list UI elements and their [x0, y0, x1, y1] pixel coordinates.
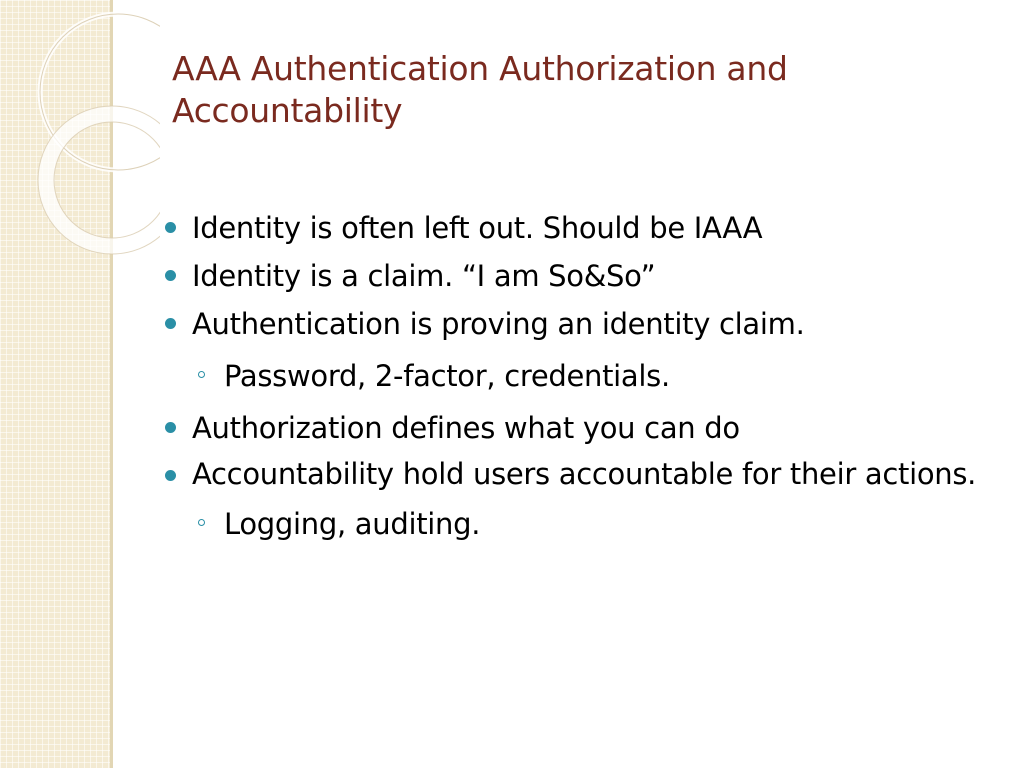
sub-bullet-text: Logging, auditing. — [224, 507, 481, 541]
bullet-list — [162, 204, 982, 552]
filled-circle-bullet-icon — [165, 470, 176, 481]
bullet-item — [162, 252, 982, 300]
bullet-item — [162, 204, 982, 252]
sub-bullet-text: Password, 2-factor, credentials. — [224, 359, 670, 393]
filled-circle-bullet-icon — [165, 318, 176, 329]
slide-title — [172, 48, 972, 132]
slide-title-line-2: Accountability — [172, 91, 403, 130]
hollow-circle-bullet-icon — [198, 519, 205, 526]
bullet-text: Identity is often left out. Should be IAAA — [192, 211, 763, 245]
sub-bullet-item — [162, 348, 982, 404]
bullet-item — [162, 452, 982, 496]
filled-circle-bullet-icon — [165, 422, 176, 433]
bullet-text: Identity is a claim. “I am So&So” — [192, 259, 656, 293]
filled-circle-bullet-icon — [165, 222, 176, 233]
bullet-text: Accountability hold users accountable for their actions. — [192, 457, 977, 491]
filled-circle-bullet-icon — [165, 270, 176, 281]
bullet-text: Authorization defines what you can do — [192, 411, 740, 445]
sub-bullet-item — [162, 496, 982, 552]
decorative-rings-icon — [0, 0, 160, 260]
hollow-circle-bullet-icon — [198, 371, 205, 378]
bullet-item — [162, 404, 982, 452]
slide-title-line-1: AAA Authentication Authorization and — [172, 49, 788, 88]
bullet-item — [162, 300, 982, 348]
bullet-text: Authentication is proving an identity claim. — [192, 307, 805, 341]
